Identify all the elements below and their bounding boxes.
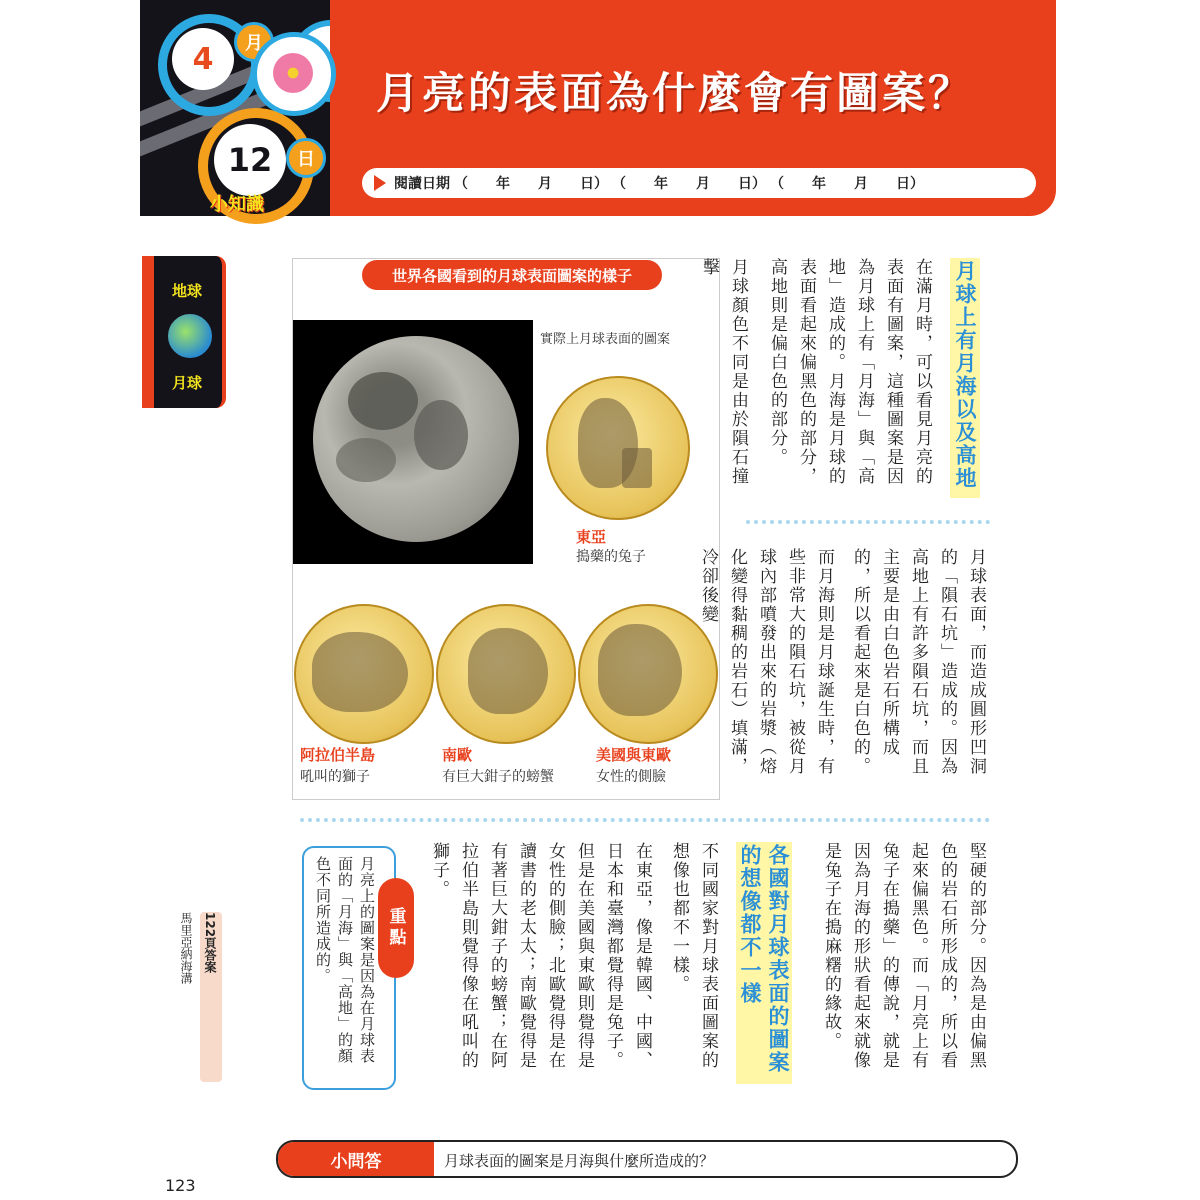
page-title: 月亮的表面為什麼會有圖案？ <box>376 69 974 119</box>
quiz-question: 月球表面的圖案是月海與什麼所造成的？ <box>444 1152 715 1170</box>
category-moon: 月球 <box>172 374 203 392</box>
quiz-label: 小問答 <box>278 1142 434 1176</box>
day-unit: 日 <box>286 138 326 178</box>
region-name: 南歐 <box>442 746 473 764</box>
key-point-text: 月亮上的圖案是因為在月球表面的「月海」與「高地」的顏色不同所造成的。 <box>314 856 376 1064</box>
reading-date-bar[interactable] <box>362 168 1036 198</box>
region-description: 吼叫的獅子 <box>300 769 370 785</box>
crab-moon-illustration <box>436 604 576 744</box>
region-name: 美國與東歐 <box>596 746 672 764</box>
actual-pattern-caption: 實際上月球表面的圖案 <box>540 332 671 347</box>
lion-moon-illustration <box>294 604 434 744</box>
body-paragraph: 不同國家對月球表面圖案的想像也都不一樣。 <box>669 842 718 1070</box>
region-name: 東亞 <box>576 528 607 546</box>
body-paragraph: 月球表面，而造成圓形凹洞的「隕石坑」造成的。因為高地上有許多隕石坑，而且主要是由白色岩石所構成的，所以看起來是白色的。 <box>850 548 986 776</box>
previous-answer-text: 馬里亞納海溝 <box>179 912 193 984</box>
rabbit-moon-illustration <box>546 376 690 520</box>
woman-profile-moon-illustration <box>578 604 718 744</box>
dotted-divider <box>300 818 990 822</box>
trivia-tag: 小知識 <box>210 194 264 215</box>
key-point-badge: 重點 <box>378 878 414 978</box>
lunar-mare <box>336 438 396 482</box>
region-name: 阿拉伯半島 <box>300 746 376 764</box>
section-heading: 各國對月球表面的圖案的想像都不一樣 <box>736 842 792 1084</box>
figure-title: 世界各國看到的月球表面圖案的樣子 <box>362 260 662 290</box>
body-paragraph: 月球顏色不同是由於隕石撞擊 <box>699 258 748 486</box>
month-number: 4 <box>172 28 234 90</box>
body-paragraph: 堅硬的部分。因為是由偏黑色的岩石所形成的，所以看起來偏黑色。而「月亮上有兔子在搗藥」的傳說，就是因為月海的形狀看起來就像是兔子在搗麻糬的緣故。 <box>821 842 986 1070</box>
play-arrow-icon <box>374 175 386 191</box>
reading-date-label: 閱讀日期 <box>394 176 450 192</box>
day-number: 12 <box>214 124 286 196</box>
region-description: 女性的側臉 <box>596 769 666 785</box>
reading-date-slot[interactable]: （ 年 月 日） <box>770 176 924 192</box>
previous-answer-label: 122頁答案 <box>203 912 217 974</box>
section-heading: 月球上有月海以及高地 <box>950 258 980 498</box>
lunar-mare <box>348 372 418 430</box>
body-paragraph: 在滿月時，可以看見月亮的表面有圖案，這種圖案是因為月球上有「月海」與「高地」造成的。月海是月球的表面看起來偏黑色的部分，高地則是偏白色的部分。 <box>767 258 932 486</box>
month-unit: 月 <box>234 22 274 62</box>
category-earth: 地球 <box>172 282 203 300</box>
reading-date-slot[interactable]: （ 年 月 日） <box>454 176 608 192</box>
body-paragraph: 在東亞，像是韓國、中國、日本和臺灣都覺得是兔子。但是在美國與東歐則覺得是女性的側臉；北歐覺得是在讀書的老太太；南歐覺得是有著巨大鉗子的螃蟹；在阿拉伯半島則覺得像在吼叫的獅子。 <box>429 842 652 1070</box>
region-description: 有巨大鉗子的螃蟹 <box>442 769 554 785</box>
flower-icon <box>252 32 336 116</box>
reading-date-slot[interactable]: （ 年 月 日） <box>612 176 766 192</box>
dotted-divider <box>746 520 990 524</box>
globe-icon <box>166 312 214 360</box>
page-number: 123 <box>165 1176 196 1195</box>
region-description: 搗藥的兔子 <box>576 549 646 565</box>
body-paragraph: 而月海則是月球誕生時，有些非常大的隕石坑，被從月球內部噴發出來的岩漿（熔化變得黏稠的岩石）填滿，冷卻後變 <box>698 548 834 776</box>
lunar-mare <box>414 400 468 470</box>
